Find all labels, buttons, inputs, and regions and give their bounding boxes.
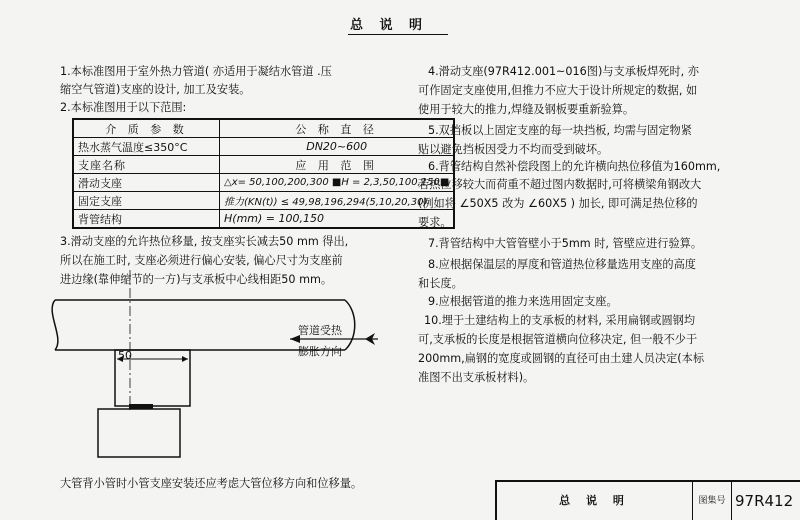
note-8-line-1: 8.应根据保温层的厚度和管道热位移量选用支座的高度 <box>428 258 696 271</box>
title-block-number: 97R412 <box>735 492 794 510</box>
note-4-line-2: 可作固定支座使用,但推力不应大于设计所规定的数据, 如 <box>418 84 698 97</box>
note-1-line-2: 缩空气管道)支座的设计, 加工及安装。 <box>60 83 251 96</box>
table-cell: 背管结构 <box>73 210 220 229</box>
note-5-line-2: 贴以避免挡板因受力不均而受到破坏。 <box>418 143 609 156</box>
note-10-line-1: 10.埋于土建结构上的支承板的材料, 采用扁钢或圆钢均 <box>424 314 696 327</box>
note-3-line-1: 3.滑动支座的允许热位移量, 按支座实长减去50 mm 得出, <box>60 235 349 248</box>
table-cell: △x= 50,100,200,300 ■H = 2,3,50,100,150■ <box>220 174 455 192</box>
note-3-line-2: 所以在施工时, 支座必须进行偏心安装, 偏心尺寸为支座前 <box>60 254 343 267</box>
note-6-line-2: 若热位移较大而荷重不超过图内数据时,可将横梁角钢改大 <box>418 178 702 191</box>
note-9: 9.应根据管道的推力来选用固定支座。 <box>428 295 618 308</box>
note-2: 2.本标准图用于以下范围: <box>60 101 187 114</box>
table-cell: 热水蒸气温度≤350°C <box>73 138 220 156</box>
note-4-line-1: 4.滑动支座(97R412.001~016图)与支承板焊死时, 亦 <box>428 65 699 78</box>
title-block-name: 总 说 明 <box>497 482 693 520</box>
table-cell: DN20~600 <box>220 138 455 156</box>
table-subheader-range: 应 用 范 围 <box>220 156 455 174</box>
expansion-label-line-2: 膨胀方向 <box>298 345 342 358</box>
table-subheader-name: 支座名称 <box>73 156 220 174</box>
title-block <box>495 480 800 520</box>
note-8-line-2: 和长度。 <box>418 277 463 290</box>
table-cell: 固定支座 <box>73 192 220 210</box>
note-6-line-1: 6.背管结构自然补偿段图上的允许横向热位移值为160mm, <box>428 160 721 173</box>
note-4-line-3: 使用于较大的推力,焊缝及钢板要重新验算。 <box>418 103 635 116</box>
table-header-diameter: 公 称 直 径 <box>220 119 455 138</box>
figure-caption: 大管背小管时小管支座安装还应考虑大管位移方向和位移量。 <box>60 477 363 490</box>
note-5-line-1: 5.双挡板以上固定支座的每一块挡板, 均需与固定物紧 <box>428 124 692 137</box>
expansion-label-line-1: 管道受热 <box>298 324 342 337</box>
note-10-line-3: 200mm,扁钢的宽度或圆钢的直径可由土建人员决定(本标 <box>418 352 705 365</box>
note-3-line-3: 进边缘(靠伸缩节的一方)与支承板中心线相距50 mm。 <box>60 273 333 286</box>
title-block-number-label: 图集号 <box>693 482 732 520</box>
table-header-medium: 介 质 参 数 <box>73 119 220 138</box>
note-10-line-2: 可,支承板的长度是根据管道横向位移决定, 但一般不少于 <box>418 333 698 346</box>
note-1-line-1: 1.本标准图用于室外热力管道( 亦适用于凝结水管道 .压 <box>60 65 332 78</box>
note-10-line-4: 准图不出支承板材料)。 <box>418 371 535 384</box>
note-7: 7.背管结构中大管管壁小于5mm 时, 管壁应进行验算。 <box>428 237 703 250</box>
dimension-label: 50 <box>118 349 132 362</box>
note-6-line-3: (例如将 ∠50X5 改为 ∠60X5 ) 加长, 即可满足热位移的 <box>418 197 698 210</box>
table-cell: 推力(KN(t)) ≤ 49,98,196,294(5,10,20,30) <box>220 192 455 210</box>
page-title: 总 说 明 <box>350 18 429 33</box>
table-cell: 滑动支座 <box>73 174 220 192</box>
note-6-line-4: 要求。 <box>418 216 452 229</box>
table-cell: H(mm) = 100,150 <box>220 210 455 229</box>
